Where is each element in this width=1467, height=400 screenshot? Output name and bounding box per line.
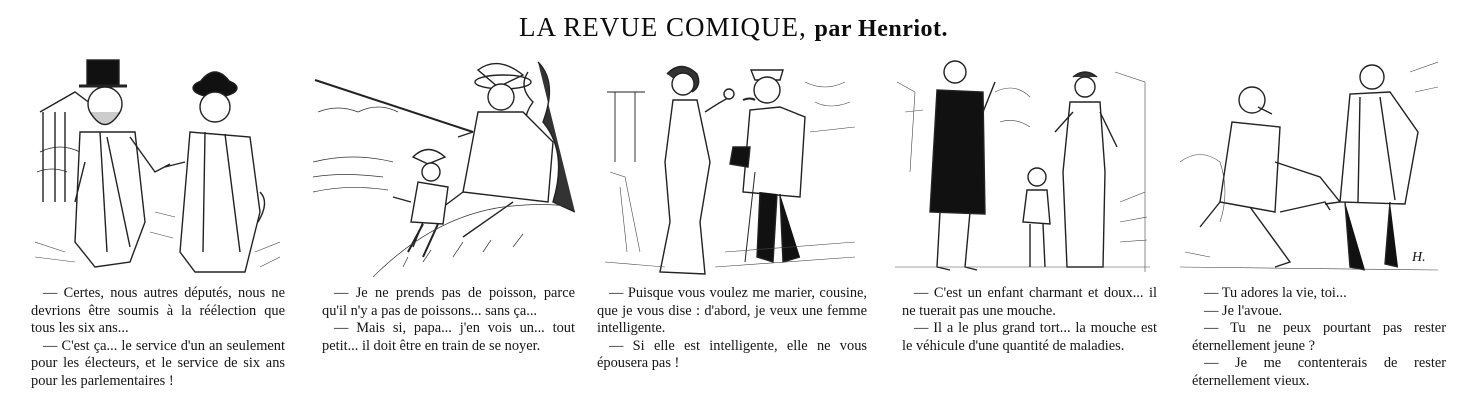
title-main: LA REVUE COMIQUE, <box>518 12 807 42</box>
page-title <box>0 12 1467 43</box>
dialogue-line: — Je l'avoue. <box>1204 302 1283 319</box>
artist-signature: H. <box>1412 250 1426 265</box>
panel-1-caption <box>31 285 285 397</box>
dialogue-line: — C'est ça... le service d'un an seulement pour les électeurs, et le service de six ans pour les parlementaires ! <box>31 337 285 389</box>
panel-1-illustration <box>35 52 280 277</box>
panel-2-illustration <box>313 52 575 277</box>
fishing-drawing <box>313 52 575 277</box>
dialogue-line: — Puisque vous voulez me marier, cousine, que je vous dise : d'abord, je veux une femme intelligente. <box>597 285 867 336</box>
title-byline: par Henriot. <box>814 16 949 42</box>
panel-5-caption <box>1192 285 1446 397</box>
dialogue-line: — Si elle est intelligente, elle ne vous épousera pas ! <box>597 337 867 371</box>
panel-4-caption <box>902 285 1157 397</box>
panel-4-illustration <box>895 52 1150 277</box>
panel-3-illustration <box>605 52 857 277</box>
dialogue-line: — Mais si, papa... j'en vois un... tout petit... il doit être en train de se noyer. <box>322 320 575 354</box>
panel-5-illustration <box>1180 52 1438 277</box>
family-drawing <box>895 52 1150 277</box>
panel-3-caption <box>597 285 867 397</box>
politicians-drawing <box>35 52 280 277</box>
dialogue-line: — Je me contenterais de rester éternellement vieux. <box>1192 355 1446 389</box>
old-men-drawing <box>1180 52 1438 277</box>
courtship-drawing <box>605 52 857 277</box>
dialogue-line: — C'est un enfant charmant et doux... il ne tuerait pas une mouche. <box>902 285 1157 319</box>
dialogue-line: — Je ne prends pas de poisson, parce qu'il n'y a pas de poissons... sans ça... <box>322 285 575 319</box>
panel-2-caption <box>322 285 575 397</box>
dialogue-line: — Tu ne peux pourtant pas rester éternellement jeune ? <box>1192 320 1446 354</box>
dialogue-line: — Certes, nous autres députés, nous ne devrions être soumis à la réélection que tous les six ans... <box>31 285 285 336</box>
dialogue-line: — Il a le plus grand tort... la mouche est le véhicule d'une quantité de maladies. <box>902 320 1157 354</box>
dialogue-line: — Tu adores la vie, toi... <box>1204 285 1347 301</box>
